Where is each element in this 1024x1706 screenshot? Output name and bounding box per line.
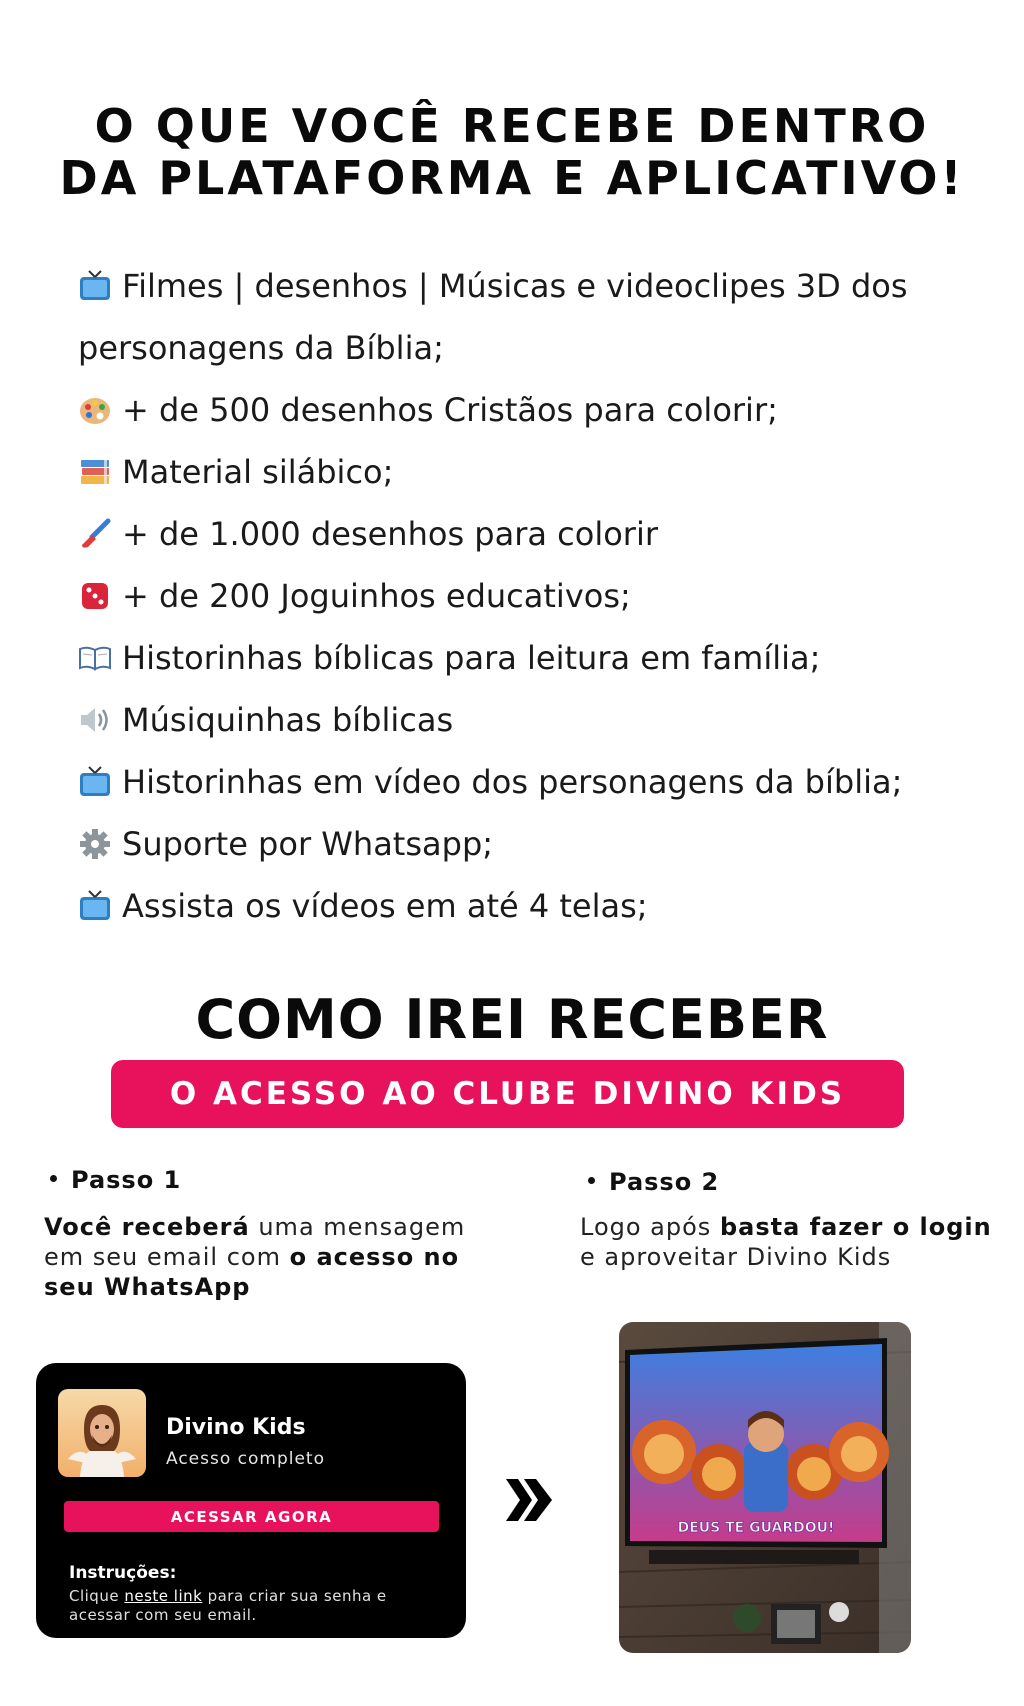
tv-icon	[78, 765, 112, 799]
gear-icon	[78, 827, 112, 861]
feature-list	[78, 255, 978, 937]
feature-text: Músiquinhas bíblicas	[122, 701, 454, 739]
feature-text: + de 1.000 desenhos para colorir	[122, 515, 658, 553]
dice-icon	[78, 579, 112, 613]
desc-bold: o acesso no seu WhatsApp	[44, 1243, 460, 1301]
desc-text: e aproveitar Divino Kids	[580, 1243, 892, 1271]
feature-text: + de 500 desenhos Cristãos para colorir;	[122, 391, 778, 429]
feature-text: Historinhas bíblicas para leitura em família;	[122, 639, 821, 677]
bullet-icon	[50, 1175, 57, 1182]
feature-item	[78, 627, 978, 689]
step-label: Passo 1	[71, 1166, 182, 1194]
feature-item	[78, 441, 978, 503]
step-2-label	[588, 1168, 719, 1196]
feature-item	[78, 813, 978, 875]
desc-text: uma mensagem em seu email com	[44, 1213, 466, 1271]
tv-icon	[78, 269, 112, 303]
feature-item	[78, 379, 978, 441]
paintbrush-icon	[78, 517, 112, 551]
instructions-text	[69, 1587, 429, 1625]
avatar	[58, 1389, 146, 1477]
title-line-2: DA PLATAFORMA E APLICATIVO!	[59, 151, 965, 205]
tv-icon	[78, 889, 112, 923]
speaker-icon	[78, 703, 112, 737]
page-title	[0, 100, 1024, 204]
access-message-card	[36, 1363, 466, 1638]
feature-text: Assista os vídeos em até 4 telas;	[122, 887, 648, 925]
feature-item	[78, 255, 978, 317]
access-banner: O ACESSO AO CLUBE DIVINO KIDS	[111, 1060, 904, 1128]
feature-item	[78, 875, 978, 937]
desc-text: Logo após	[580, 1213, 720, 1241]
palette-icon	[78, 393, 112, 427]
access-now-button[interactable]: ACESSAR AGORA	[64, 1501, 439, 1532]
how-title: COMO IREI RECEBER	[195, 988, 829, 1051]
card-subtitle: Acesso completo	[166, 1449, 326, 1469]
desc-bold: Você receberá	[44, 1213, 250, 1241]
step-1-label	[50, 1166, 181, 1194]
feature-text: Historinhas em vídeo dos personagens da bíblia;	[122, 763, 903, 801]
instructions-link[interactable]: neste link	[124, 1587, 203, 1605]
tv-photo	[619, 1322, 911, 1653]
bullet-icon	[588, 1177, 595, 1184]
instr-text: Clique	[69, 1587, 125, 1605]
instructions-title: Instruções:	[69, 1563, 177, 1583]
tv-caption: DEUS TE GUARDOU!	[677, 1520, 835, 1536]
step-label: Passo 2	[609, 1168, 720, 1196]
step-1-description	[44, 1212, 484, 1302]
title-line-1: O QUE VOCÊ RECEBE DENTRO	[94, 99, 930, 153]
feature-item	[78, 751, 978, 813]
feature-text: Suporte por Whatsapp;	[122, 825, 494, 863]
instr-text: para criar sua senha e acessar com seu email.	[69, 1587, 387, 1624]
desc-bold: basta fazer o login	[719, 1213, 992, 1241]
feature-text: + de 200 Joguinhos educativos;	[122, 577, 631, 615]
feature-item-cont	[78, 317, 978, 379]
card-title: Divino Kids	[166, 1415, 306, 1440]
feature-item	[78, 689, 978, 751]
feature-item	[78, 565, 978, 627]
feature-text: personagens da Bíblia;	[78, 329, 444, 367]
double-chevron-right-icon	[504, 1477, 554, 1523]
open-book-icon	[78, 641, 112, 675]
feature-text: Material silábico;	[122, 453, 394, 491]
feature-item	[78, 503, 978, 565]
step-2-description	[580, 1212, 1000, 1272]
books-icon	[78, 455, 112, 489]
feature-text: Filmes | desenhos | Músicas e videoclipes 3D dos	[122, 267, 908, 305]
